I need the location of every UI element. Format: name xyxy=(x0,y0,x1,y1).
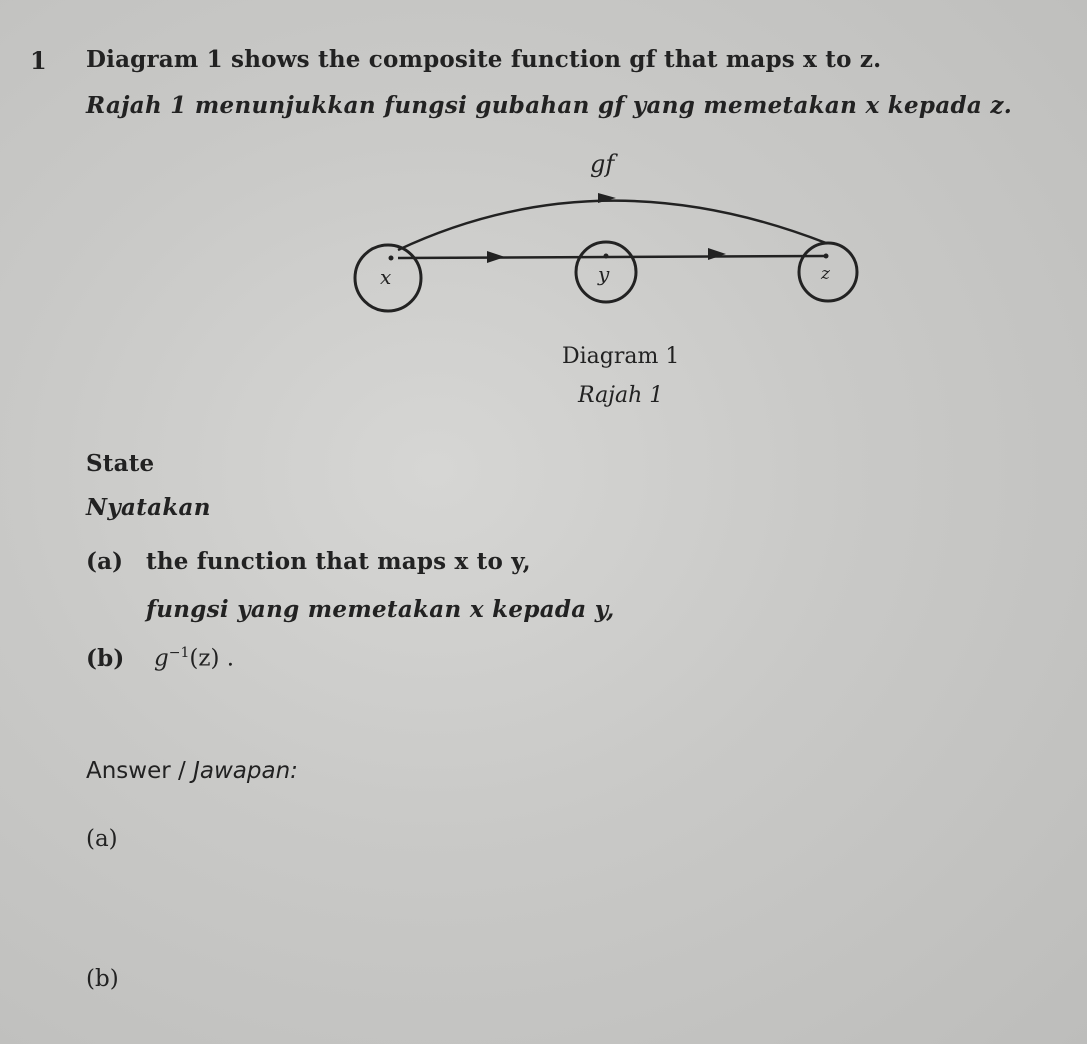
intro-english: Diagram 1 shows the composite function gf that maps x to z. xyxy=(86,46,882,73)
expr-superscript: −1 xyxy=(168,645,190,661)
f-arrowhead xyxy=(487,251,505,263)
question-number: 1 xyxy=(30,46,47,75)
node-z-label: z xyxy=(821,264,830,284)
diagram-caption-english: Diagram 1 xyxy=(562,344,680,369)
diagram-caption-malay: Rajah 1 xyxy=(578,383,664,408)
gf-label: gf xyxy=(590,150,615,178)
part-a-label: (a) xyxy=(86,548,124,575)
expr-argument: (z) . xyxy=(189,645,235,672)
part-b-label: (b) xyxy=(86,645,125,672)
part-a-malay: fungsi yang memetakan x kepada y, xyxy=(146,596,615,623)
answer-heading: Answer / Jawapan: xyxy=(86,758,298,784)
answer-a-label: (a) xyxy=(86,826,118,852)
expr-base: g xyxy=(154,645,169,672)
instruction-english: State xyxy=(86,450,155,477)
part-b-expression xyxy=(154,645,234,672)
part-a-english: the function that maps x to y, xyxy=(146,548,531,575)
answer-b-label: (b) xyxy=(86,966,119,992)
g-arrowhead xyxy=(708,248,726,260)
node-x-label: x xyxy=(380,265,392,289)
node-y-label: y xyxy=(598,262,610,286)
instruction-malay: Nyatakan xyxy=(86,494,211,521)
mapping-line xyxy=(398,256,826,258)
intro-malay: Rajah 1 menunjukkan fungsi gubahan gf yang memetakan x kepada z. xyxy=(86,92,1013,119)
